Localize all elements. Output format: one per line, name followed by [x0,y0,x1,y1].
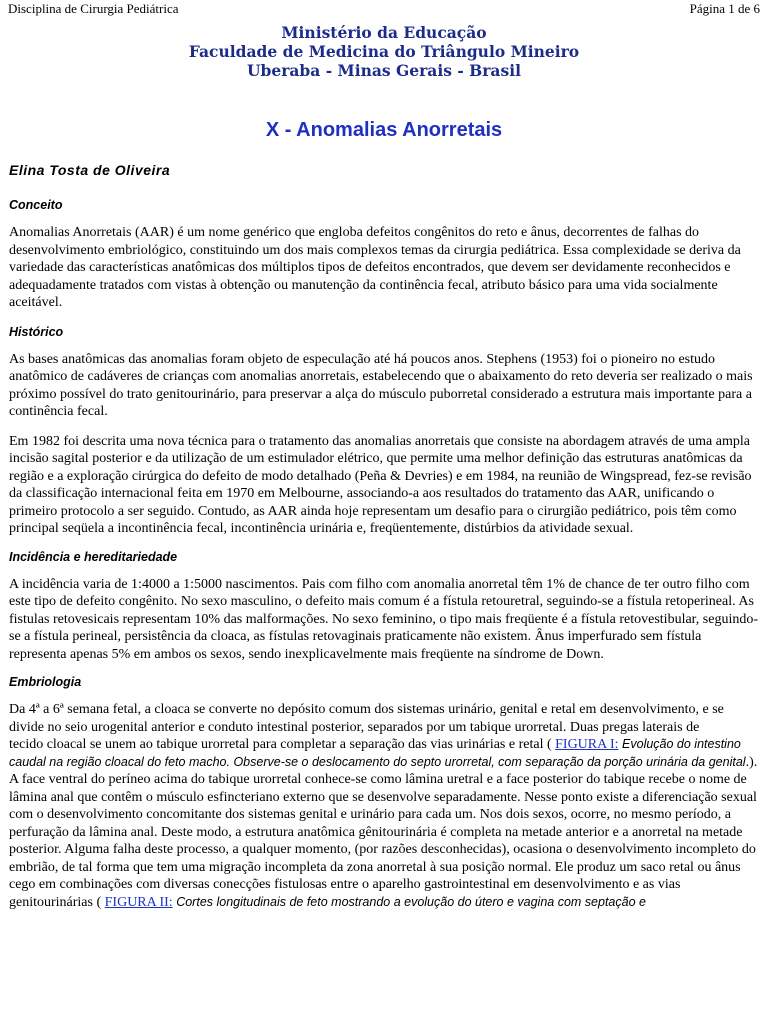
banner-line-ministry: Ministério da Educação [281,23,487,42]
figure-1-link[interactable]: FIGURA I: [555,737,619,752]
page-header [8,1,760,17]
embriologia-text-3: .). A face ventral do períneo acima do tabique urorretal conhece-se como lâmina uretral e a face posterior do tabique recebe o nome de lâmina anal que contêm o músculo esfincteriano externo que se desenvolve separadamente. Nesse ponto existe a diferenciação sexual com o desenvolvimento concomitante dos sistemas genital e urinário para cada um. Nos dois sexos, ocorre, no mesmo período, a perfuração da lâmina anal. Deste modo, a estrutura anatômica gênitourinária é completa na metade anterior e a anorretal na metade posterior. Alguma falha deste processo, a qualquer momento, (por razões desconhecidas), ocasiona o desenvolvimento incompleto do embrião, de tal forma que tem uma migração incompleta da zona anorretal à sua posição normal. Ele produz um saco retal ou ânus cego em combinações com diversas conecções fistulosas entre o aparelho gastrointestinal em desenvolvimento e as vias genitourinárias ( [9,754,758,910]
section-heading-historico: Histórico [9,324,64,339]
author-name: Elina Tosta de Oliveira [9,162,171,178]
banner-line-location: Uberaba - Minas Gerais - Brasil [247,61,521,80]
embriologia-text-1: Da 4ª a 6ª semana fetal, a cloaca se converte no depósito comum dos sistemas urinário, genital e retal em desenvolvimento, e se divide no seio urogenital anterior e conduto intestinal posterior, separados por um tabique urorretal. Duas pregas laterais de [9,702,724,735]
figure-2-caption: Cortes longitudinais de feto mostrando a evolução do útero e vagina com septação e [176,894,646,909]
section-heading-conceito: Conceito [9,198,63,212]
embriologia-text-2: tecido cloacal se unem ao tabique urorretal para completar a separação das vias urinárias e retal ( [9,737,552,752]
institution-banner [0,23,768,80]
header-document-title: Disciplina de Cirurgia Pediátrica [8,1,179,16]
paragraph-historico-2: Em 1982 foi descrita uma nova técnica para o tratamento das anomalias anorretais que consiste na abordagem através de uma ampla incisão sagital posterior e da utilização de um estimulador elétrico, que permite uma melhor definição das estruturas anatômicas da região e a exploração cirúrgica do defeito de modo detalhado (Peña & Devries) e em 1984, na reunião de Wingspread, fez-se revisão da classificação internacional feita em 1970 em Melbourne, associando-a aos resultados do tratamento das AAR, unificando o primeiro protocolo a ser seguido. Contudo, as AAR ainda hoje representam um desafio para o cirurgião pediátrico, pois têm como principal seqüela a incontinência fecal, incontinência urinária e, freqüentemente, distúrbios da atividade sexual. [9,433,752,536]
banner-line-faculty: Faculdade de Medicina do Triângulo Mineiro [188,42,580,61]
section-heading-embriologia: Embriologia [9,675,82,689]
section-heading-incidencia: Incidência e hereditariedade [9,549,178,564]
paragraph-conceito: Anomalias Anorretais (AAR) é um nome genérico que engloba defeitos congênitos do reto e ânus, decorrentes de falhas do desenvolvimento embriológico, constituindo um dos mais complexos temas da cirurgia pediátrica. Essa complexidade se deriva da variedade das características anatômicas dos múltiplos tipos de defeitos encontrados, que devem ser devidamente reconhecidos e adequadamente tratados com vistas à obtenção ou manutenção da continência fecal, atributo básico para uma vida socialmente aceitável. [9,225,741,310]
paragraph-embriologia [9,701,761,911]
paragraph-incidencia: A incidência varia de 1:4000 a 1:5000 nascimentos. Pais com filho com anomalia anorretal têm 1% de chance de ter outro filho com este tipo de defeito congênito. No sexo masculino, o defeito mais comum é a fístula retouretral, seguindo-se a fístula retoperineal. As fistulas retovesicais representam 10% das malformações. No sexo feminino, o tipo mais freqüente é a fístula retovestibular, seguindo-se a fístula perineal, persistência da cloaca, as fístulas retovaginais praticamente não existem. Ânus imperfurado sem fístula representa apenas 5% em ambos os sexos, sendo inexplicavelmente mais freqüente na síndrome de Down. [9,576,758,662]
chapter-title: X - Anomalias Anorretais [265,119,503,141]
figure-2-link[interactable]: FIGURA II: [104,894,173,910]
figure-1-caption: Evolução do intestino caudal na região cloacal do feto macho. Observe-se o deslocamento do septo urorretal, com separação da porção urinária da genital [9,737,746,769]
paragraph-historico-1: As bases anatômicas das anomalias foram objeto de especulação até há poucos anos. Stephens (1953) foi o pioneiro no estudo anatômico de cadáveres de crianças com anomalias anorretais, estabelecendo que o abaixamento do reto deveria ser realizado o mais próximo possível do trato genitourinário, para preservar a alça do músculo puborretal considerado a estrutura mais importante para a continência fecal. [9,351,753,419]
article-body [9,162,761,923]
header-page-number: Página 1 de 6 [689,1,760,16]
